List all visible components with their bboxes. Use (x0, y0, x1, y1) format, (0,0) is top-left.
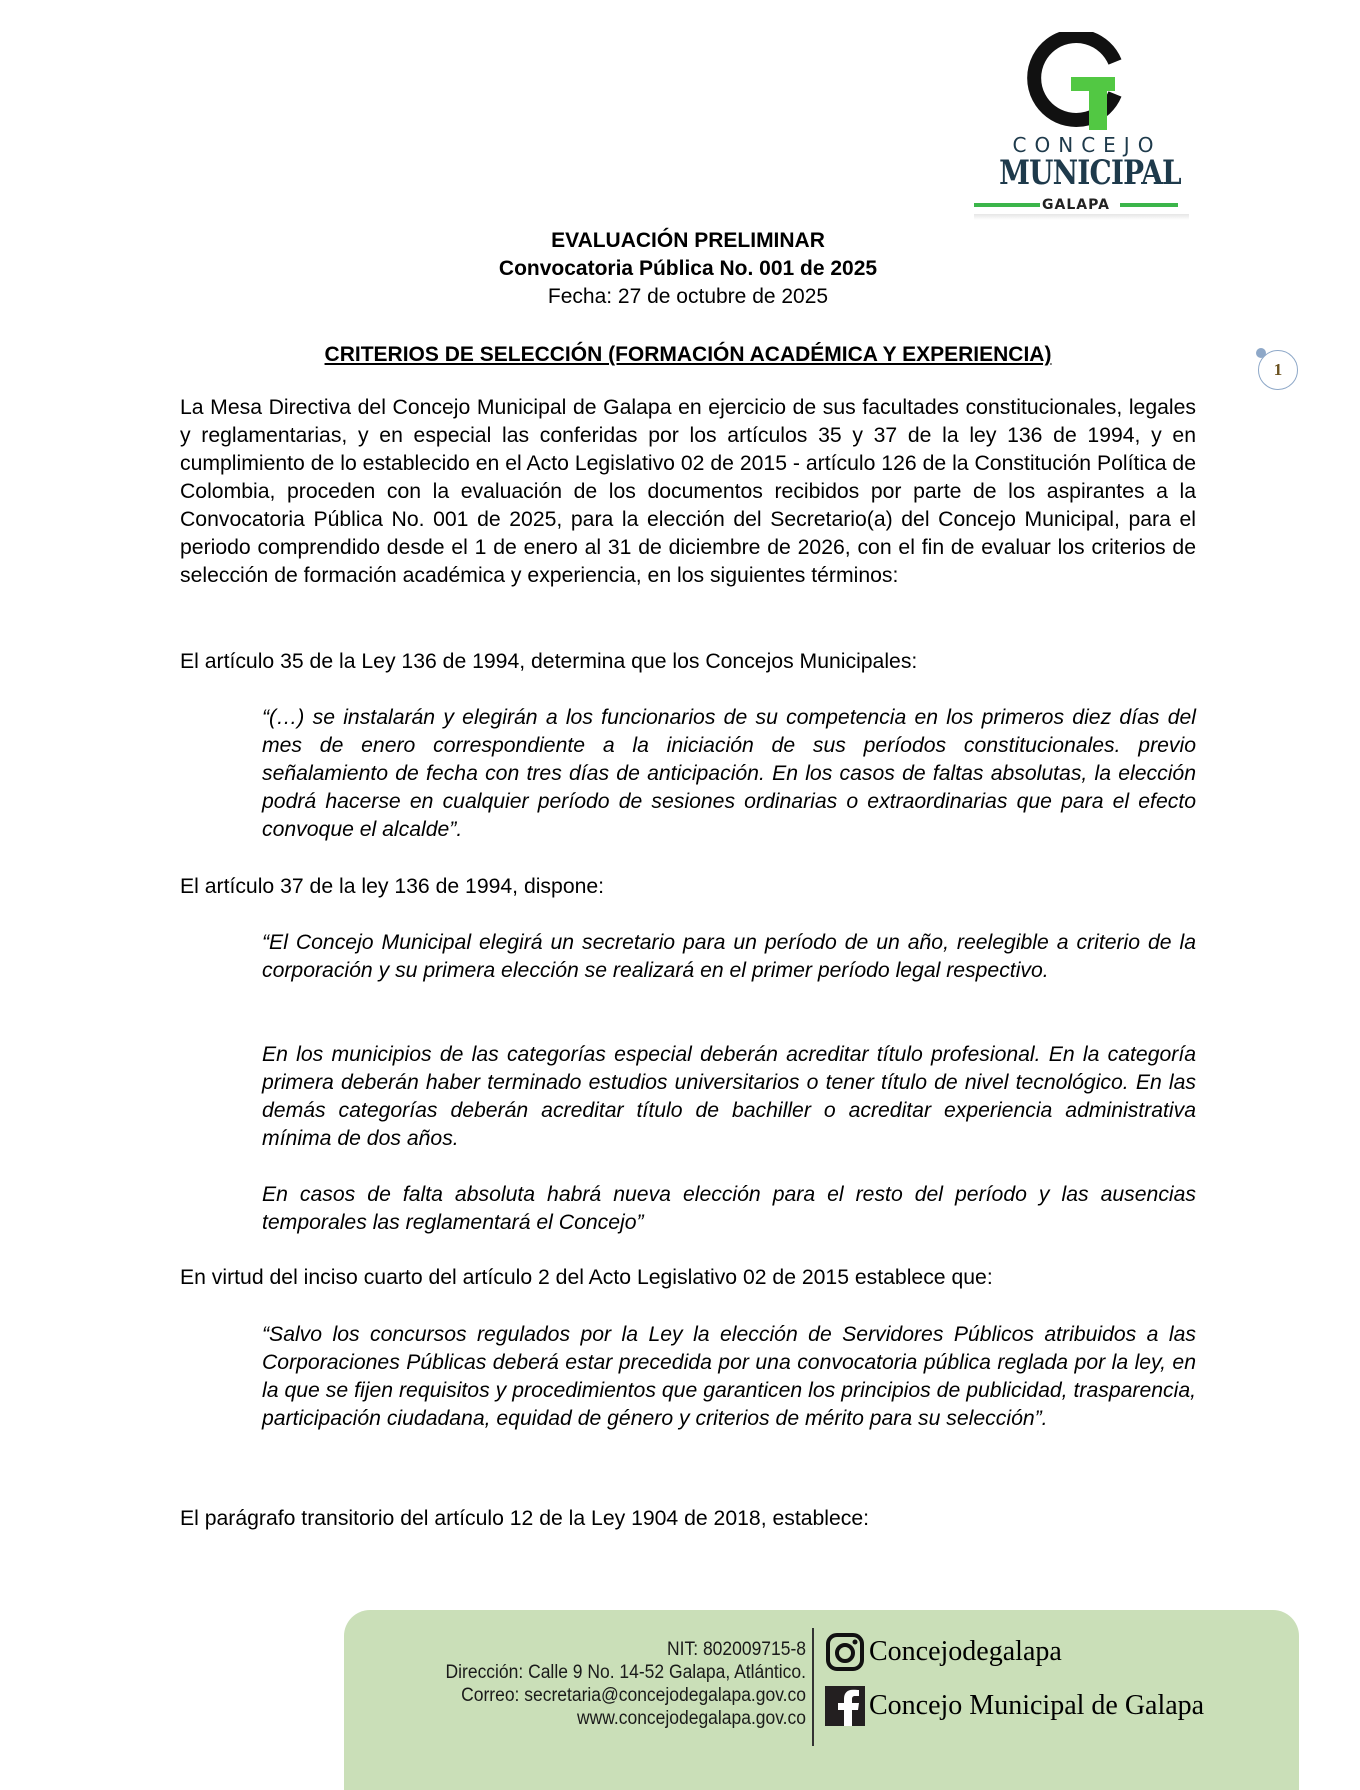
art37-quote-3: En casos de falta absoluta habrá nueva elección para el resto del período y las ausencias temporales las reglamentará el Concejo” (262, 1183, 1196, 1234)
art35-intro: El artículo 35 de la Ley 136 de 1994, determina que los Concejos Municipales: (180, 650, 918, 673)
document-date: Fecha: 27 de octubre de 2025 (547, 285, 829, 308)
footer-address: Dirección: Calle 9 No. 14-52 Galapa, Atlántico. (445, 1662, 806, 1683)
footer-divider (812, 1628, 814, 1746)
logo-galapa-row (974, 195, 1178, 215)
logo-galapa-text: GALAPA (1042, 197, 1110, 213)
footer-nit: NIT: 802009715-8 (667, 1639, 806, 1660)
instagram-icon (825, 1632, 865, 1672)
facebook-icon (825, 1686, 865, 1726)
instagram-handle: Concejodegalapa (869, 1636, 1062, 1667)
facebook-link[interactable] (825, 1686, 1204, 1726)
acto-intro: En virtud del inciso cuarto del artículo 2 del Acto Legislativo 02 de 2015 establece que: (180, 1266, 993, 1289)
page-marker-dot-icon (1256, 348, 1266, 358)
art37-quote-1: “El Concejo Municipal elegirá un secretario para un período de un año, reelegible a criterio de la corporación y su primera elección se realizará en el primer período legal respectivo. (262, 931, 1196, 982)
logo-municipal-text: MUNICIPAL (999, 153, 1181, 193)
facebook-page-name: Concejo Municipal de Galapa (869, 1690, 1205, 1721)
art35-quote: “(…) se instalarán y elegirán a los funcionarios de su competencia en los primeros diez días del mes de enero correspondiente a la iniciación de sus períodos constitucionales. previo señalamiento de fecha con tres días de anticipación. En los casos de faltas absolutas, la elección podrá hacerse en cualquier período de sesiones ordinarias o extraordinarias que para el efecto convoque el alcalde”. (262, 706, 1196, 841)
logo-line-right (1120, 203, 1178, 207)
document-title: EVALUACIÓN PRELIMINAR (551, 229, 825, 252)
page-number: 1 (1273, 360, 1283, 379)
logo-g-icon (1026, 32, 1128, 132)
footer-email[interactable]: Correo: secretaria@concejodegalapa.gov.co (461, 1685, 806, 1706)
footer-contact (381, 1638, 806, 1730)
footer-website[interactable]: www.concejodegalapa.gov.co (576, 1708, 806, 1729)
document-subtitle: Convocatoria Pública No. 001 de 2025 (498, 257, 878, 280)
ley1904-intro: El parágrafo transitorio del artículo 12 de la Ley 1904 de 2018, establece: (180, 1507, 870, 1530)
logo-shadow (974, 214, 1189, 220)
art37-quote-2: En los municipios de las categorías especial deberán acreditar título profesional. En la categoría primera deberán haber terminado estudios universitarios o tener título de nivel tecnológico. En las demás categorías deberán acreditar título de bachiller o acreditar experiencia administrativa mínima de dos años. (262, 1043, 1196, 1150)
acto-quote: “Salvo los concursos regulados por la Ley la elección de Servidores Públicos atribuidos a las Corporaciones Públicas deberá estar precedida por una convocatoria pública reglada por la ley, en la que se fijen requisitos y procedimientos que garanticen los principios de publicidad, trasparencia, participación ciudadana, equidad de género y criterios de mérito para su selección”. (262, 1323, 1196, 1430)
instagram-link[interactable] (825, 1632, 1062, 1672)
logo-concejo-text: CONCEJO (1012, 133, 1162, 157)
intro-paragraph: La Mesa Directiva del Concejo Municipal de Galapa en ejercicio de sus facultades constitucionales, legales y reglamentarias, y en especial las conferidas por los artículos 35 y 37 de la ley 136 de 1994, y en cumplimiento de lo establecido en el Acto Legislativo 02 de 2015 - artículo 126 de la Constitución Política de Colombia, proceden con la evaluación de los documentos recibidos por parte de los aspirantes a la Convocatoria Pública No. 001 de 2025, para la elección del Secretario(a) del Concejo Municipal, para el periodo comprendido desde el 1 de enero al 31 de diciembre de 2026, con el fin de evaluar los criterios de selección de formación académica y experiencia, en los siguientes términos: (180, 396, 1196, 587)
section-heading: CRITERIOS DE SELECCIÓN (FORMACIÓN ACADÉMICA Y EXPERIENCIA) (324, 343, 1052, 366)
art37-intro: El artículo 37 de la ley 136 de 1994, dispone: (180, 875, 605, 898)
